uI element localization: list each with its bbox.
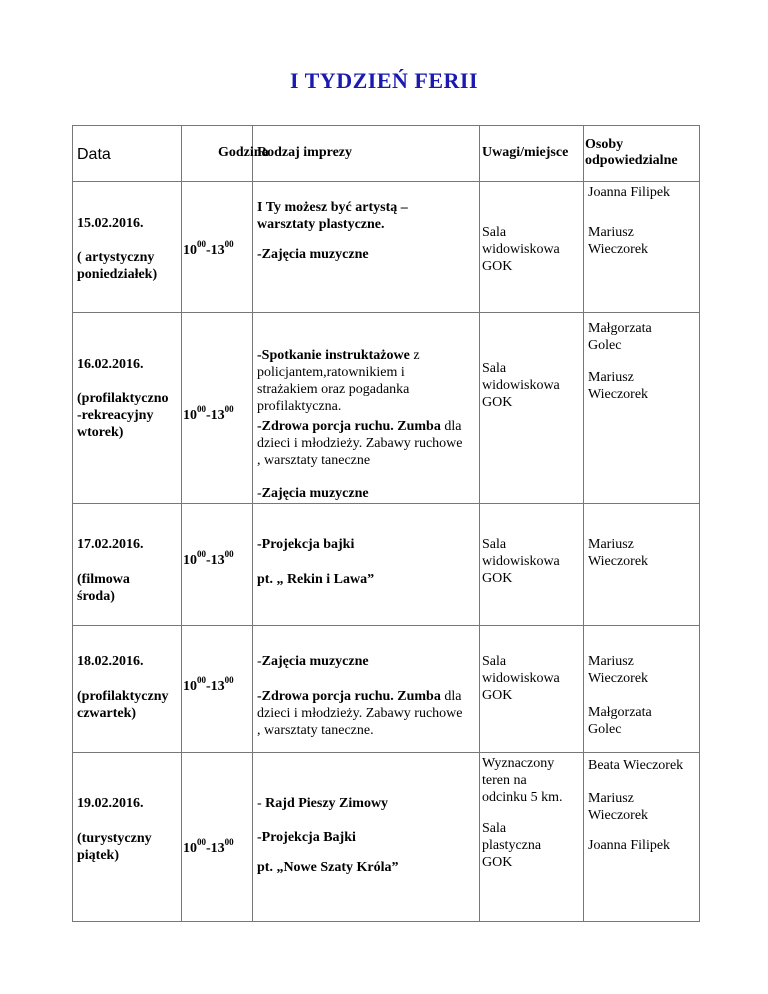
event-text: -Spotkanie instruktażowe z policjantem,ratownikiem i strażakiem oraz pogadanka profilaktyczna.	[257, 348, 420, 414]
event-text: -Zajęcia muzyczne	[257, 654, 369, 669]
time-part: 13	[210, 841, 225, 856]
row-date: 19.02.2016.	[77, 796, 144, 811]
event-text: -Projekcja bajki	[257, 537, 355, 552]
row-person: Joanna Filipek	[588, 185, 671, 200]
row-time	[183, 549, 234, 569]
time-part: -	[206, 408, 211, 423]
event-text: pt. „Nowe Szaty Króla”	[257, 860, 399, 875]
row-time	[183, 837, 234, 857]
event-text: -Zajęcia muzyczne	[257, 486, 369, 501]
table-row	[73, 182, 700, 313]
time-part: 00	[224, 404, 234, 414]
row-time	[183, 404, 234, 424]
row-date: 16.02.2016.	[77, 357, 144, 372]
time-part: 00	[197, 549, 206, 559]
time-part: 13	[210, 553, 225, 568]
header-uwagi: Uwagi/miejsce	[482, 145, 569, 160]
time-part: 13	[210, 408, 225, 423]
event-text: -Zdrowa porcja ruchu. Zumba dla dzieci i młodzieży. Zabawy ruchowe , warsztaty taneczne	[257, 419, 463, 468]
time-part: 00	[224, 549, 234, 559]
row-person: Małgorzata Golec	[588, 321, 652, 353]
table-row	[73, 626, 700, 753]
schedule-table	[72, 125, 700, 922]
row-person: Mariusz Wieczorek	[588, 370, 649, 402]
time-part: 00	[197, 837, 206, 847]
row-person: Joanna Filipek	[588, 838, 671, 853]
event-text: pt. „ Rekin i Lawa”	[257, 572, 375, 587]
time-part: -	[206, 553, 211, 568]
time-part: -	[206, 841, 211, 856]
row-person: Mariusz Wieczorek	[588, 225, 649, 257]
row-person: Mariusz Wieczorek	[588, 791, 649, 823]
header-rodzaj: Rodzaj imprezy	[257, 145, 352, 160]
row-place: Sala widowiskowa GOK	[482, 537, 560, 586]
table-header-row	[73, 126, 700, 182]
row-place: Sala widowiskowa GOK	[482, 225, 560, 274]
table-row	[73, 504, 700, 626]
time-part: 10	[183, 243, 197, 258]
row-place: Sala widowiskowa GOK	[482, 654, 560, 703]
time-part: 10	[183, 679, 197, 694]
header-data: Data	[77, 146, 111, 163]
row-day: ( artystyczny poniedziałek)	[77, 250, 158, 282]
time-part: 10	[183, 553, 197, 568]
row-day: (filmowa środa)	[77, 572, 130, 604]
event-text: -Zajęcia muzyczne	[257, 247, 369, 262]
row-day: (turystyczny piątek)	[77, 831, 152, 863]
event-text: I Ty możesz być artystą – warsztaty plastyczne.	[257, 200, 408, 232]
row-place: Wyznaczony teren na odcinku 5 km.	[482, 756, 563, 805]
row-time	[183, 675, 234, 695]
table-row	[73, 753, 700, 922]
time-part: -	[206, 679, 211, 694]
time-part: 00	[224, 239, 234, 249]
header-godzina: Godzina	[218, 145, 269, 160]
event-text: -Projekcja Bajki	[257, 830, 356, 845]
time-part: 13	[210, 243, 225, 258]
header-osoby: Osoby	[585, 137, 624, 152]
row-day: (profilaktyczno -rekreacyjny wtorek)	[77, 391, 169, 440]
row-place: Sala plastyczna GOK	[482, 821, 542, 870]
row-date: 17.02.2016.	[77, 537, 144, 552]
row-date: 15.02.2016.	[77, 216, 144, 231]
table-row	[73, 313, 700, 504]
time-part: 10	[183, 408, 197, 423]
row-person: Mariusz Wieczorek	[588, 537, 649, 569]
time-part: 13	[210, 679, 225, 694]
row-person: Beata Wieczorek	[588, 758, 684, 773]
row-time	[183, 239, 234, 259]
time-part: 00	[197, 239, 206, 249]
page-title: I TYDZIEŃ FERII	[289, 68, 479, 93]
time-part: 00	[224, 837, 234, 847]
row-place: Sala widowiskowa GOK	[482, 361, 560, 410]
time-part: 10	[183, 841, 197, 856]
row-person: Małgorzata Golec	[588, 705, 652, 737]
event-text: -Zdrowa porcja ruchu. Zumba dla dzieci i młodzieży. Zabawy ruchowe , warsztaty taneczne.	[257, 689, 463, 738]
header-odpowiedzialne: odpowiedzialne	[585, 153, 678, 168]
time-part: 00	[197, 675, 206, 685]
time-part: -	[206, 243, 211, 258]
row-date: 18.02.2016.	[77, 654, 144, 669]
event-text: - Rajd Pieszy Zimowy	[257, 796, 389, 811]
time-part: 00	[197, 404, 206, 414]
row-person: Mariusz Wieczorek	[588, 654, 649, 686]
time-part: 00	[224, 675, 234, 685]
row-day: (profilaktyczny czwartek)	[77, 689, 169, 721]
